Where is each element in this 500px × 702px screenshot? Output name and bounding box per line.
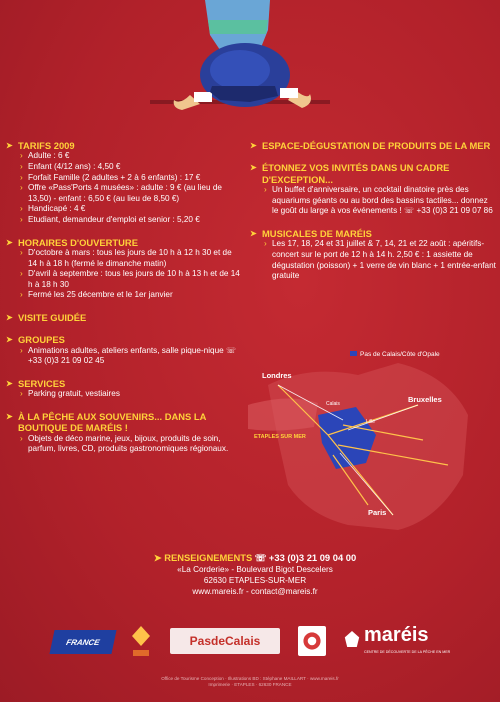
tarifs-section: ➤ TARIFS 2009 › Adulte : 6 € › Enfant (4/12 ans) : 4,50 € › Forfait Famille (2 adultes + 2 à 6 enfants) : 17 € › Offre «Pass'Ports 4 musées» : adulte : 9 € (au lieu de 13,50) - enfant : 6,50 € (au lieu de 8,50 €) › Handicapé : 4 € › Etudiant, demandeur d'emploi et senior : 5,20 €	[6, 140, 242, 226]
hours-item: D'avril à septembre : tous les jours de 10 h à 13 h et de 14 h à 18 h 30	[28, 269, 240, 289]
arrow-icon: ➤	[6, 411, 13, 421]
contact-address-line-1: «La Corderie» - Boulevard Bigot Descelers	[177, 565, 333, 574]
hours-item: D'octobre à mars : tous les jours de 10 h à 12 h 30 et de 14 h à 18 h (fermé le dimanche matin)	[28, 247, 232, 268]
section-title: HORAIRES D'OUVERTURE	[18, 236, 138, 248]
city-calais: Calais	[326, 401, 340, 407]
events-item: Un buffet d'anniversaire, un cocktail dinatoire près des aquariums géants ou au bord des bassins tactiles... donnez le goût du large à vos événements ! ☏ +33 (0)3 21 09 07 86	[272, 185, 493, 216]
arrow-icon: ➤	[6, 141, 13, 150]
price-item: Handicapé : 4 €	[28, 204, 86, 214]
arrow-icon: ➤	[153, 552, 165, 563]
services-section: ➤ SERVICES › Parking gratuit, vestiaires	[6, 377, 120, 399]
fisherman-illustration	[150, 0, 330, 125]
arrow-icon: ➤	[6, 312, 13, 322]
arrow-icon: ➤	[6, 378, 13, 388]
hours-item: Fermé les 25 décembre et le 1er janvier	[28, 290, 173, 300]
arrow-icon: ➤	[6, 335, 13, 345]
credits	[20, 676, 480, 688]
region-map	[248, 345, 478, 533]
tasting-section	[250, 140, 496, 151]
musicales-item: Les 17, 18, 24 et 31 juillet & 7, 14, 21 et 22 août : apéritifs-concert sur le port de 12 h à 14 h. 2,50 € : 1 assiette de dégustation (poisson) + 1 verre de vin blanc + 1 entrée-enfant gratuite	[272, 239, 496, 281]
city-brussels: Bruxelles	[408, 395, 442, 404]
city-lille: Lille	[366, 419, 375, 425]
credits-line-2: Imprimerie · ETAPLES · 62630 FRANCE	[208, 682, 292, 687]
region-seal-logo	[298, 626, 326, 656]
price-item: Forfait Famille (2 adultes + 2 à 6 enfants) : 17 €	[28, 172, 201, 182]
shop-item: Objets de déco marine, jeux, bijoux, produits de soin, parfum, livres, CD, produits gastronomiques régionaux.	[28, 433, 229, 454]
price-item: Offre «Pass'Ports 4 musées» : adulte : 9 € (au lieu de 13,50) - enfant : 6,50 € (au lieu de 8,50 €)	[28, 183, 222, 203]
left-column	[6, 140, 242, 466]
section-title: MUSICALES DE MARÉIS	[262, 228, 372, 239]
map-legend: Pas de Calais/Côte d'Opale	[360, 351, 440, 358]
arrow-icon: ➤	[6, 237, 13, 247]
price-item: Etudiant, demandeur d'emploi et senior : 5,20 €	[28, 214, 200, 224]
city-paris: Paris	[368, 508, 387, 517]
section-title: VISITE GUIDÉE	[18, 311, 87, 323]
section-title: ÉTONNEZ VOS INVITÉS DANS UN CADRE D'EXCEPTION...	[262, 162, 450, 185]
groups-item: Animations adultes, ateliers enfants, salle pique-nique ☏ +33 (0)3 21 09 02 45	[28, 345, 237, 366]
right-column	[250, 140, 496, 293]
section-title: GROUPES	[18, 334, 65, 346]
pas-de-calais-logo: PasdeCalais	[170, 628, 280, 654]
city-london: Londres	[262, 371, 292, 380]
shop-section: ➤ À LA PÊCHE AUX SOUVENIRS... DANS LA BOUTIQUE DE MARÉIS ! › Objets de déco marine, jeux, bijoux, produits de soin, parfum, livres, CD, produits gastronomiques régionaux.	[6, 411, 242, 455]
events-section: ➤ ÉTONNEZ VOS INVITÉS DANS UN CADRE D'EXCEPTION... › Un buffet d'anniversaire, un cocktail dinatoire près des aquariums géants ou au bord des bassins tactiles... donnez le goût du large à vos événements ! ☏ +33 (0)3 21 09 07 86	[250, 162, 496, 217]
contact-phone: ☏ +33 (0)3 21 09 04 00	[254, 552, 357, 563]
france-logo: FRANCE	[49, 630, 116, 654]
price-item: Enfant (4/12 ans) : 4,50 €	[28, 162, 121, 171]
city-etaples: ETAPLES SUR MER	[254, 434, 306, 440]
services-item: Parking gratuit, vestiaires	[28, 389, 120, 399]
groups-section: ➤ GROUPES › Animations adultes, ateliers enfants, salle pique-nique ☏ +33 (0)3 21 09 02 45	[6, 334, 242, 367]
arrow-icon: ➤	[250, 229, 257, 238]
partner-logos	[50, 622, 460, 662]
contact-label: RENSEIGNEMENTS	[164, 552, 253, 563]
contact-address-line-2: 62630 ETAPLES-SUR-MER	[203, 576, 307, 585]
musicales-section: ➤ MUSICALES DE MARÉIS › Les 17, 18, 24 et 31 juillet & 7, 14, 21 et 22 août : apéritifs-concert sur le port de 12 h à 14 h. 2,50 € : 1 assiette de dégustation (poisson) + 1 verre de vin blanc + 1 entrée-enfant gratuite	[250, 228, 496, 281]
section-title: ESPACE-DÉGUSTATION DE PRODUITS DE LA MER	[262, 140, 491, 151]
arrow-icon: ➤	[250, 141, 257, 150]
contact-web[interactable]: www.mareis.fr - contact@mareis.fr	[192, 587, 318, 596]
credits-line-1: Office de Tourisme Conception · Illustrations BD : Stéphane MAILLART · www.mareis.fr	[161, 676, 339, 681]
section-title: À LA PÊCHE AUX SOUVENIRS... DANS LA BOUTIQUE DE MARÉIS !	[18, 410, 207, 434]
region-emblem-logo	[130, 624, 152, 658]
mareis-logo: maréis CENTRE DE DÉCOUVERTE DE LA PÊCHE EN MER	[344, 626, 456, 658]
contact-block	[120, 552, 390, 597]
hours-section: ➤ HORAIRES D'OUVERTURE › D'octobre à mars : tous les jours de 10 h à 12 h 30 et de 14 h à 18 h (fermé le dimanche matin) › D'avril à septembre : tous les jours de 10 h à 13 h et de 14 h à 18 h 30 › Fermé les 25 décembre et le 1er janvier	[6, 237, 242, 301]
section-title: TARIFS 2009	[18, 140, 75, 151]
arrow-icon: ➤	[250, 163, 257, 173]
price-item: Adulte : 6 €	[28, 151, 70, 161]
guided-tour-section	[6, 312, 242, 323]
section-title: SERVICES	[18, 377, 66, 389]
